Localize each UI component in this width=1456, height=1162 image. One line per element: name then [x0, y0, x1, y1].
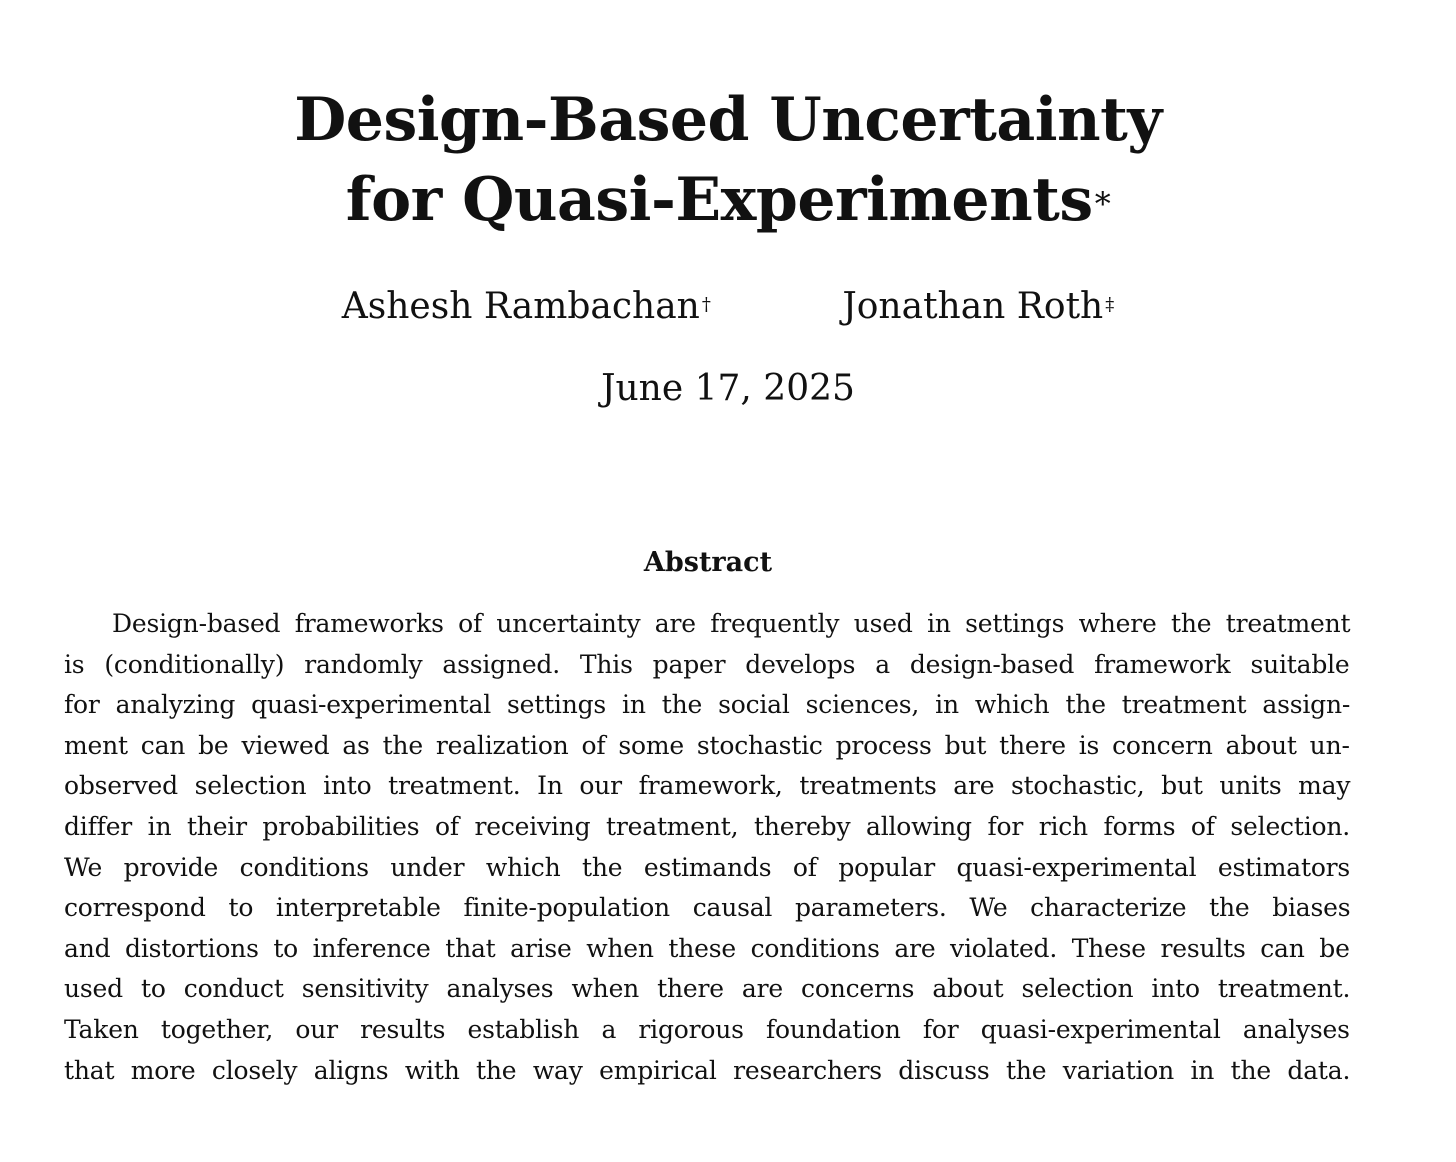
abstract-line: and distortions to inference that arise when these conditions are violated. These results can be [64, 933, 1350, 963]
abstract-line: used to conduct sensitivity analyses when there are concerns about selection into treatment. [64, 974, 1351, 1004]
author-2-name: Jonathan Roth [842, 286, 1104, 327]
author-1-footnote-mark: † [701, 294, 711, 315]
paper-title [0, 80, 1456, 240]
abstract-line: observed selection into treatment. In our framework, treatments are stochastic, but units may [64, 771, 1351, 801]
abstract-line: that more closely aligns with the way empirical researchers discuss the variation in the data. [64, 1055, 1351, 1085]
abstract-body [64, 604, 1350, 1091]
abstract-line: ment can be viewed as the realization of some stochastic process but there is concern about un- [64, 730, 1350, 760]
abstract-line: Taken together, our results establish a rigorous foundation for quasi-experimental analyses [64, 1014, 1350, 1044]
paper-title-line-2 [0, 160, 1456, 240]
publication-date: June 17, 2025 [601, 368, 855, 409]
abstract-line: differ in their probabilities of receiving treatment, thereby allowing for rich forms of selection. [64, 811, 1350, 841]
author-1 [342, 282, 711, 332]
abstract-line: for analyzing quasi-experimental settings in the social sciences, in which the treatment assign- [64, 690, 1351, 720]
author-list [0, 282, 1456, 332]
author-2-footnote-mark: ‡ [1105, 294, 1115, 315]
abstract-line: is (conditionally) randomly assigned. This paper develops a design-based framework suitable [64, 649, 1350, 679]
abstract-line: We provide conditions under which the estimands of popular quasi-experimental estimators [64, 852, 1351, 882]
abstract-line: Design-based frameworks of uncertainty are frequently used in settings where the treatment [112, 609, 1351, 638]
title-footnote-mark: * [1094, 185, 1111, 223]
abstract-heading: Abstract [643, 547, 773, 578]
author-1-name: Ashesh Rambachan [341, 286, 700, 327]
abstract-line: correspond to interpretable finite-population causal parameters. We characterize the biases [64, 893, 1351, 923]
paper-title-line-2-text: for Quasi-Experiments [345, 165, 1093, 235]
paper-title-line-1: Design-Based Uncertainty [294, 85, 1162, 155]
author-2 [842, 282, 1114, 332]
